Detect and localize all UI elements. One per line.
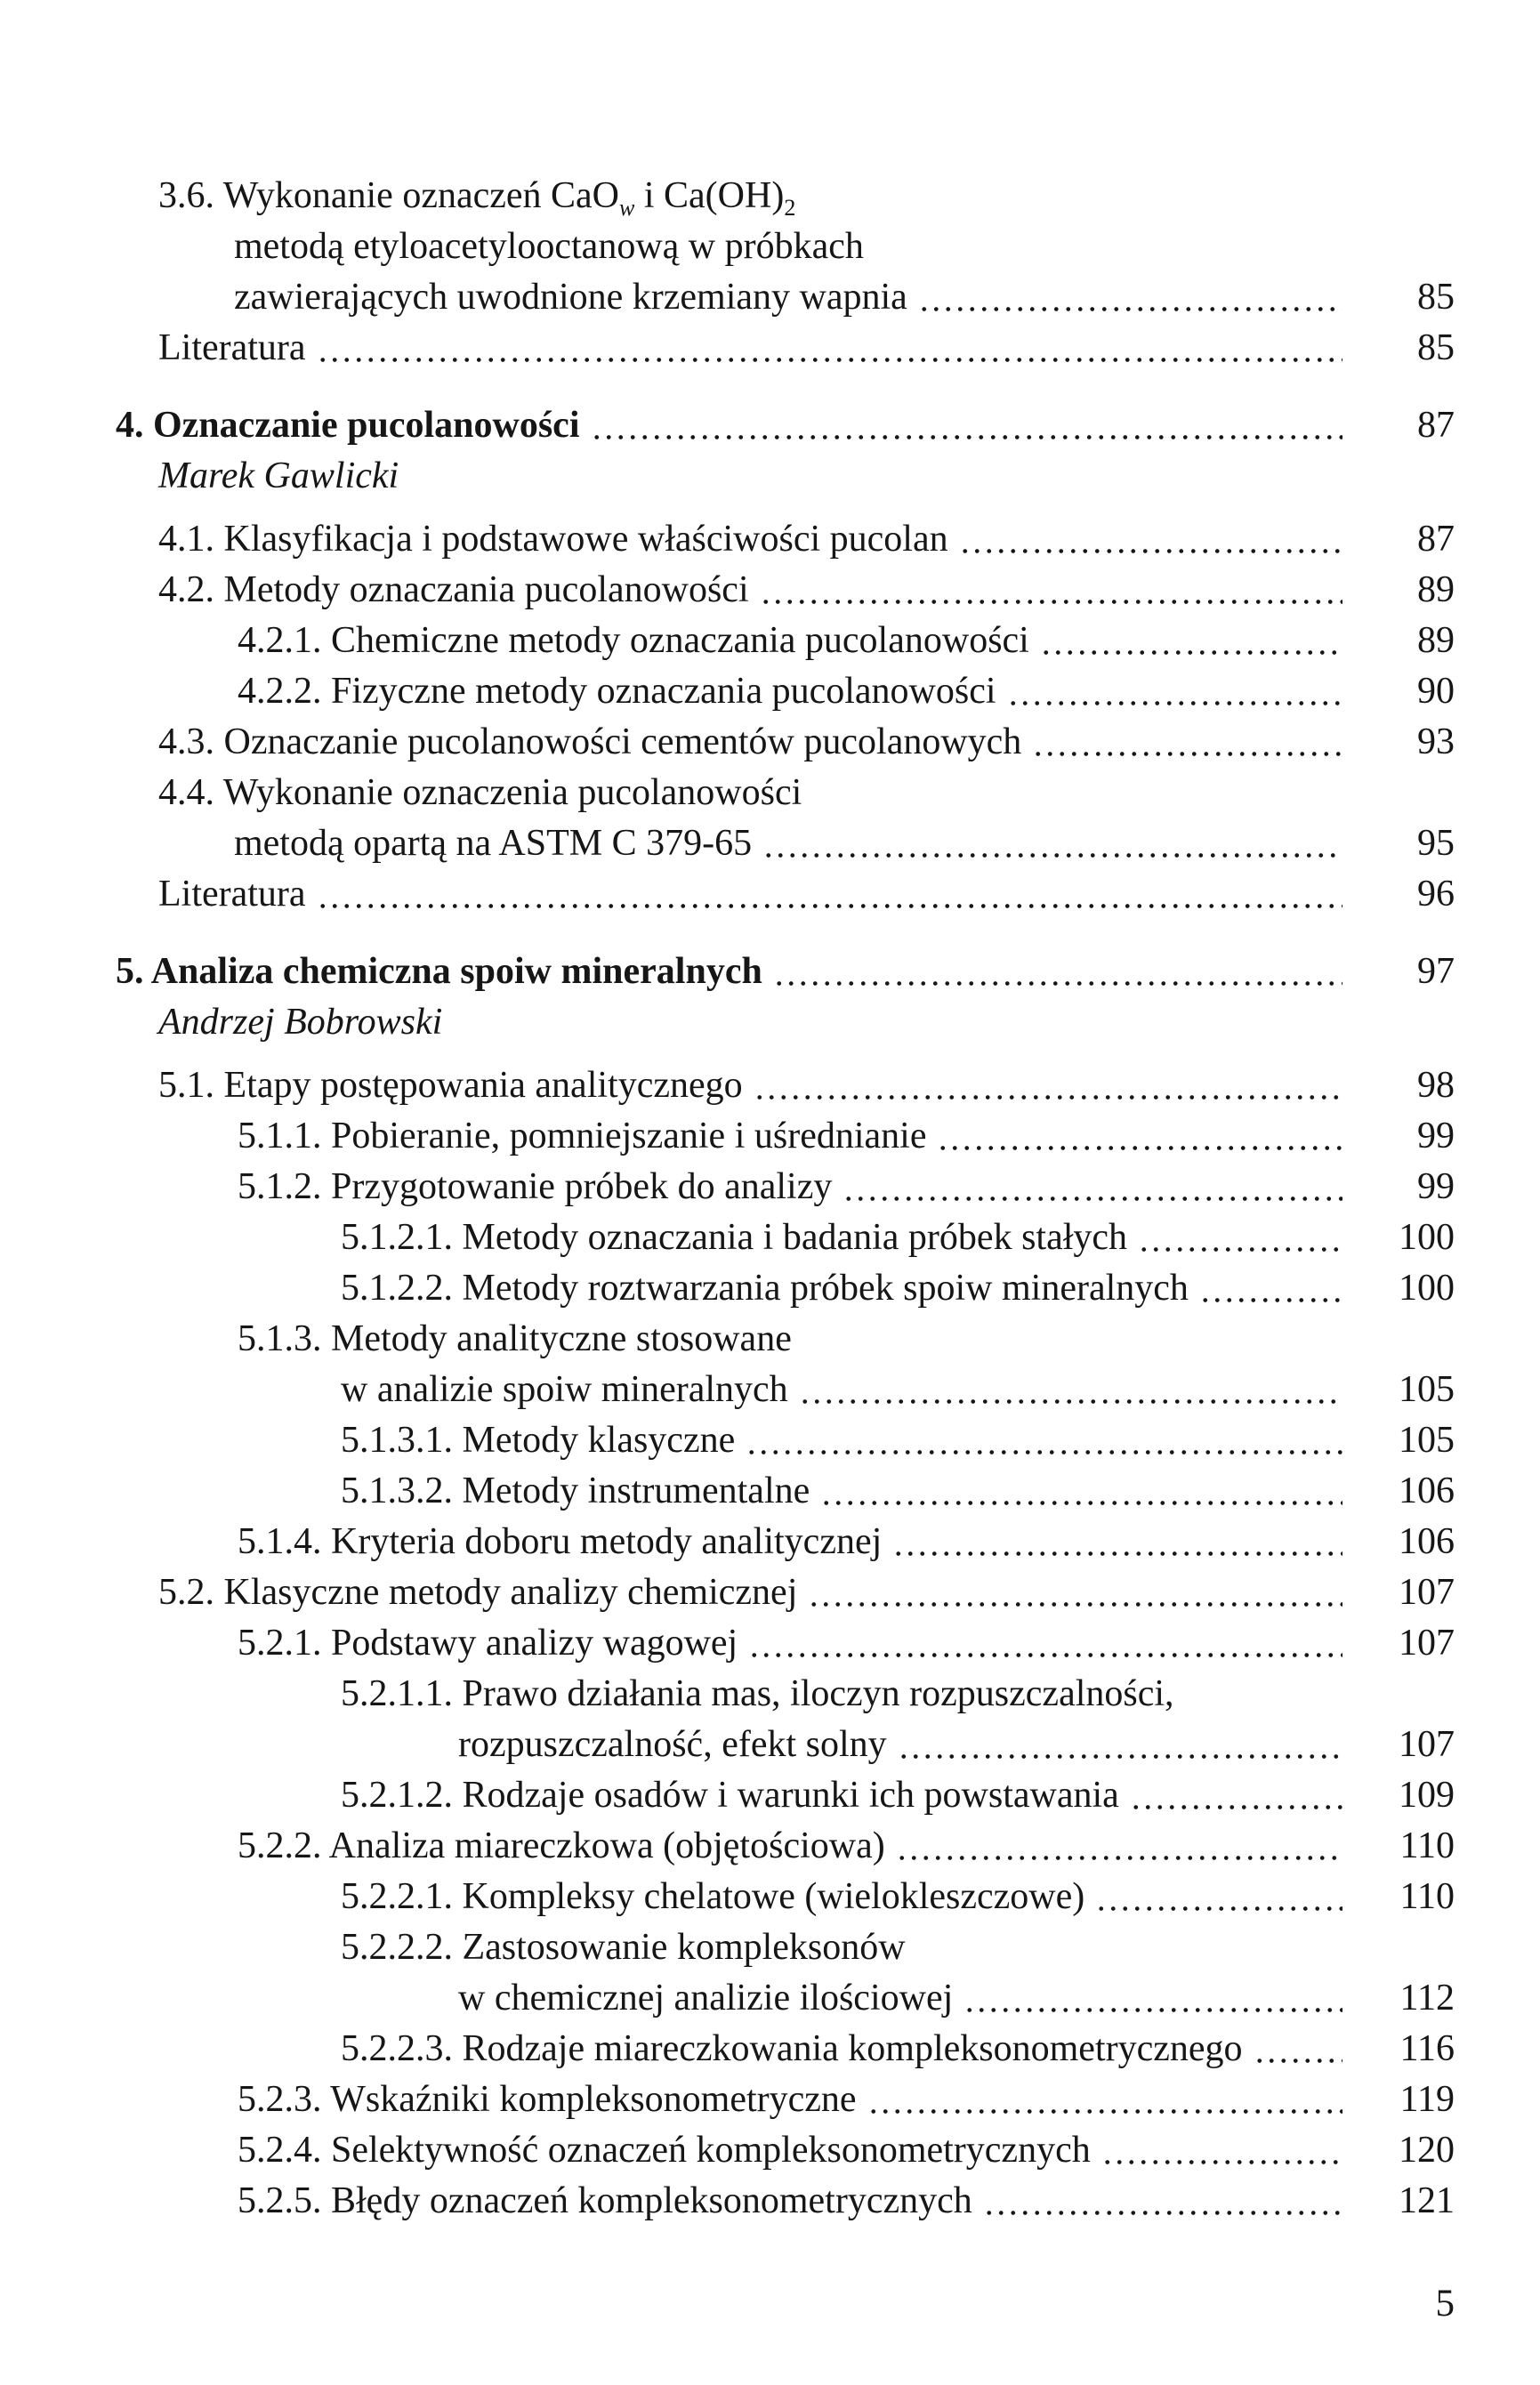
toc-entry-text: 5.1. Etapy postępowania analitycznego <box>158 1065 743 1106</box>
toc-page-number: 96 <box>1417 874 1455 915</box>
toc-page-number: 105 <box>1399 1369 1455 1410</box>
page-folio-number: 5 <box>1435 2283 1455 2325</box>
toc-entry <box>234 272 1455 323</box>
toc-dot-leader <box>760 565 1342 616</box>
toc-dot-leader <box>1007 666 1342 717</box>
toc-page-number: 106 <box>1399 1470 1455 1511</box>
toc-entry-text: w chemicznej analizie ilościowej <box>458 1978 954 2018</box>
toc-entry-text: 4. Oznaczanie pucolanowości <box>116 405 580 446</box>
toc-entry <box>158 1567 1455 1618</box>
toc-entry <box>158 1060 1455 1111</box>
toc-page-number: 93 <box>1417 721 1455 762</box>
toc-page-number: 95 <box>1417 823 1455 864</box>
toc-dot-leader <box>867 2075 1342 2125</box>
toc-page-number: 110 <box>1399 1825 1455 1866</box>
toc-entry-text: 4.2.2. Fizyczne metody oznaczania pucolanowości <box>238 671 996 712</box>
toc-entry <box>238 2176 1455 2227</box>
toc-entry <box>238 2125 1455 2176</box>
toc-entry-text: metodą etyloacetylooctanową w próbkach <box>234 226 864 267</box>
toc-entry <box>458 1973 1455 2024</box>
toc-entry-text: rozpuszczalność, efekt solny <box>458 1724 887 1765</box>
toc-dot-leader <box>820 1466 1342 1517</box>
toc-entry <box>234 818 1455 869</box>
toc-page-number: 105 <box>1399 1420 1455 1461</box>
toc-entry-text: 5.1.3.2. Metody instrumentalne <box>341 1470 810 1511</box>
toc-dot-leader <box>1040 616 1342 666</box>
subscript-text: 2 <box>784 195 796 221</box>
toc-entry-text: 5.2.2.3. Rodzaje miareczkowania kompleksonometrycznego <box>341 2028 1243 2069</box>
toc-dot-leader <box>1254 2024 1343 2075</box>
toc-entry-text: 5.2.2. Analiza miareczkowa (objętościowa) <box>238 1825 885 1866</box>
toc-entry-text: 5.2.1. Podstawy analizy wagowej <box>238 1623 738 1664</box>
toc-entry-text: 4.2.1. Chemiczne metody oznaczania pucolanowości <box>238 620 1029 661</box>
toc-page-number: 85 <box>1417 277 1455 318</box>
toc-entry-text: 5.1.2.1. Metody oznaczania i badania próbek stałych <box>341 1217 1128 1258</box>
toc-dot-leader <box>918 272 1342 323</box>
toc-entry-text: 5.1.3.1. Metody klasyczne <box>341 1420 736 1461</box>
toc-entry <box>238 1314 1455 1365</box>
toc-entry-text: metodą opartą na ASTM C 379-65 <box>234 823 753 864</box>
toc-entry-text: 5.2.1.2. Rodzaje osadów i warunki ich powstawania <box>341 1775 1119 1816</box>
toc-entry-text: 5.2.2.2. Zastosowanie kompleksonów <box>341 1927 906 1968</box>
toc-entry <box>341 1922 1455 1973</box>
toc-entry <box>158 717 1455 768</box>
toc-dot-leader <box>317 323 1342 374</box>
toc-entry-text: Marek Gawlicki <box>158 455 399 496</box>
toc-dot-leader <box>964 1973 1342 2024</box>
toc-page-number: 110 <box>1399 1876 1455 1917</box>
toc-page-number: 106 <box>1399 1521 1455 1562</box>
toc-entry <box>238 1162 1455 1213</box>
toc-entry <box>238 1111 1455 1162</box>
toc-entry <box>158 171 1455 222</box>
toc-entry-text: 4.3. Oznaczanie pucolanowości cementów pucolanowych <box>158 721 1022 762</box>
toc-entry-text: Literatura <box>158 327 306 368</box>
toc-entry <box>158 565 1455 616</box>
toc-dot-leader <box>892 1517 1342 1567</box>
table-of-contents <box>116 171 1455 2227</box>
toc-entry <box>341 1466 1455 1517</box>
toc-dot-leader <box>1130 1770 1342 1821</box>
toc-entry <box>341 1669 1455 1720</box>
toc-dot-leader <box>754 1060 1342 1111</box>
toc-page-number: 90 <box>1417 671 1455 712</box>
toc-dot-leader <box>959 514 1342 565</box>
toc-dot-leader <box>983 2176 1342 2227</box>
toc-page-number: 87 <box>1417 519 1455 560</box>
toc-entry <box>341 1365 1455 1415</box>
toc-dot-leader <box>1032 717 1342 768</box>
toc-entry-text: 5. Analiza chemiczna spoiw mineralnych <box>116 951 762 992</box>
toc-page-number: 116 <box>1399 2028 1455 2069</box>
toc-page-number: 100 <box>1399 1217 1455 1258</box>
toc-entry <box>158 997 1455 1048</box>
toc-entry <box>158 768 1455 818</box>
toc-entry <box>341 1770 1455 1821</box>
toc-page-number: 107 <box>1399 1724 1455 1765</box>
toc-entry-text: 4.1. Klasyfikacja i podstawowe właściwości pucolan <box>158 519 948 560</box>
toc-entry-text: 4.4. Wykonanie oznaczenia pucolanowości <box>158 772 802 813</box>
toc-entry-text: Andrzej Bobrowski <box>158 1002 443 1043</box>
toc-entry-text: 5.2.1.1. Prawo działania mas, iloczyn rozpuszczalności, <box>341 1673 1174 1714</box>
toc-dot-leader <box>898 1720 1342 1770</box>
toc-entry-text: 5.2.3. Wskaźniki kompleksonometryczne <box>238 2079 857 2120</box>
toc-page-number: 107 <box>1399 1572 1455 1613</box>
toc-entry <box>341 1415 1455 1466</box>
toc-entry <box>234 222 1455 272</box>
toc-dot-leader <box>1101 2125 1342 2176</box>
toc-entry <box>158 323 1455 374</box>
toc-page-number: 119 <box>1399 2079 1455 2120</box>
toc-entry-text: zawierających uwodnione krzemiany wapnia <box>234 277 907 318</box>
toc-page-number: 121 <box>1399 2180 1455 2221</box>
toc-page-number: 107 <box>1399 1623 1455 1664</box>
toc-page-number: 112 <box>1399 1978 1455 2018</box>
toc-dot-leader <box>1095 1872 1342 1922</box>
toc-entry <box>238 1517 1455 1567</box>
toc-entry <box>238 1821 1455 1872</box>
toc-dot-leader <box>1138 1213 1342 1263</box>
toc-page-number: 99 <box>1417 1116 1455 1156</box>
toc-entry <box>116 400 1455 451</box>
toc-entry <box>341 1263 1455 1314</box>
toc-entry <box>238 616 1455 666</box>
subscript-text: w <box>619 195 635 221</box>
toc-entry-text: 5.2.2.1. Kompleksy chelatowe (wielokleszczowe) <box>341 1876 1085 1917</box>
toc-page-number: 99 <box>1417 1166 1455 1207</box>
toc-page-number: 89 <box>1417 620 1455 661</box>
toc-page-number: 97 <box>1417 951 1455 992</box>
toc-dot-leader <box>317 869 1342 920</box>
toc-entry-text: 5.1.1. Pobieranie, pomniejszanie i uśrednianie <box>238 1116 927 1156</box>
toc-dot-leader <box>808 1567 1342 1618</box>
toc-entry-text: Literatura <box>158 874 306 915</box>
toc-entry <box>158 869 1455 920</box>
toc-entry-text: 5.2.4. Selektywność oznaczeń kompleksonometrycznych <box>238 2130 1091 2171</box>
toc-entry-text: 4.2. Metody oznaczania pucolanowości <box>158 569 749 610</box>
toc-page-number: 87 <box>1417 405 1455 446</box>
toc-dot-leader <box>591 400 1343 451</box>
toc-page-number: 89 <box>1417 569 1455 610</box>
toc-dot-leader <box>896 1821 1342 1872</box>
toc-entry-text: 5.2.5. Błędy oznaczeń kompleksonometrycznych <box>238 2180 972 2221</box>
toc-dot-leader <box>748 1618 1342 1669</box>
toc-page-number: 85 <box>1417 327 1455 368</box>
toc-dot-leader <box>799 1365 1342 1415</box>
toc-entry <box>158 451 1455 502</box>
toc-entry-text: 5.1.2. Przygotowanie próbek do analizy <box>238 1166 833 1207</box>
toc-dot-leader <box>762 818 1342 869</box>
toc-entry-text: 3.6. Wykonanie oznaczeń CaO$_w$ i $Ca(OH)_2$ <box>158 175 796 221</box>
toc-dot-leader <box>773 947 1342 997</box>
toc-entry <box>341 2024 1455 2075</box>
toc-page-number: 109 <box>1399 1775 1455 1816</box>
toc-entry-text: 5.1.4. Kryteria doboru metody analitycznej <box>238 1521 883 1562</box>
toc-entry <box>238 1618 1455 1669</box>
toc-entry-text: w analizie spoiw mineralnych <box>341 1369 788 1410</box>
toc-page-number: 120 <box>1399 2130 1455 2171</box>
toc-page-number: 100 <box>1399 1268 1455 1309</box>
toc-entry-text: 5.2. Klasyczne metody analizy chemicznej <box>158 1572 798 1613</box>
toc-entry <box>238 666 1455 717</box>
toc-dot-leader <box>746 1415 1342 1466</box>
toc-dot-leader <box>937 1111 1342 1162</box>
toc-dot-leader <box>1199 1263 1342 1314</box>
toc-entry-text: 5.1.3. Metody analityczne stosowane <box>238 1318 792 1359</box>
toc-entry <box>341 1872 1455 1922</box>
toc-page-number: 98 <box>1417 1065 1455 1106</box>
toc-entry <box>158 514 1455 565</box>
toc-entry <box>458 1720 1455 1770</box>
toc-dot-leader <box>843 1162 1342 1213</box>
toc-entry <box>238 2075 1455 2125</box>
toc-entry <box>341 1213 1455 1263</box>
toc-entry <box>116 947 1455 997</box>
toc-entry-text: 5.1.2.2. Metody roztwarzania próbek spoiw mineralnych <box>341 1268 1189 1309</box>
